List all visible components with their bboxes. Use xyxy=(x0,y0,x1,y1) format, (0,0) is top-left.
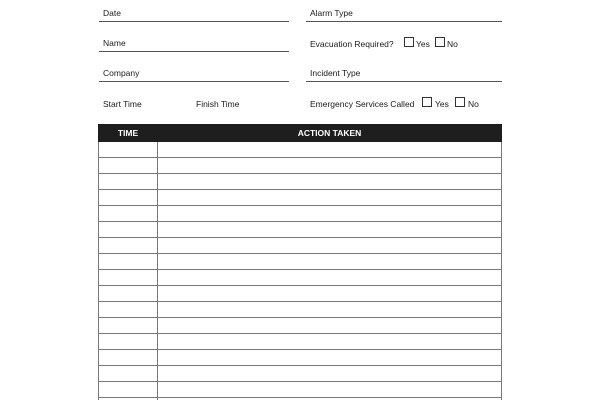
table-row xyxy=(99,270,502,286)
evacuation-no-label: No xyxy=(447,38,458,49)
time-cell[interactable] xyxy=(99,366,158,382)
evacuation-yes-checkbox[interactable] xyxy=(404,37,414,47)
table-header-row xyxy=(99,125,502,142)
time-cell[interactable] xyxy=(99,158,158,174)
table-row xyxy=(99,334,502,350)
action-taken-cell[interactable] xyxy=(158,270,502,286)
company-field[interactable] xyxy=(99,60,289,82)
evacuation-required-label: Evacuation Required? xyxy=(310,38,394,49)
evacuation-yes-label: Yes xyxy=(416,38,430,49)
table-row xyxy=(99,190,502,206)
emergency-yes-label: Yes xyxy=(435,98,449,109)
time-cell[interactable] xyxy=(99,238,158,254)
time-cell[interactable] xyxy=(99,302,158,318)
time-cell[interactable] xyxy=(99,190,158,206)
time-cell[interactable] xyxy=(99,318,158,334)
action-taken-cell[interactable] xyxy=(158,254,502,270)
action-taken-cell[interactable] xyxy=(158,302,502,318)
table-row xyxy=(99,238,502,254)
action-taken-cell[interactable] xyxy=(158,206,502,222)
evacuation-required-field xyxy=(306,30,502,52)
action-taken-cell[interactable] xyxy=(158,190,502,206)
action-taken-cell[interactable] xyxy=(158,334,502,350)
action-log-table xyxy=(98,124,502,400)
time-cell[interactable] xyxy=(99,350,158,366)
time-column-header: TIME xyxy=(99,125,158,142)
time-cell[interactable] xyxy=(99,334,158,350)
time-cell[interactable] xyxy=(99,286,158,302)
emergency-yes-checkbox[interactable] xyxy=(422,97,432,107)
emergency-services-label: Emergency Services Called xyxy=(310,98,415,109)
name-label: Name xyxy=(103,37,126,48)
action-taken-cell[interactable] xyxy=(158,158,502,174)
table-row xyxy=(99,350,502,366)
table-row xyxy=(99,302,502,318)
time-cell[interactable] xyxy=(99,174,158,190)
date-field[interactable] xyxy=(99,0,289,22)
incident-type-field[interactable] xyxy=(306,60,502,82)
name-field[interactable] xyxy=(99,30,289,52)
start-time-label: Start Time xyxy=(103,98,142,109)
table-row xyxy=(99,222,502,238)
time-cell[interactable] xyxy=(99,142,158,158)
table-row xyxy=(99,254,502,270)
table-row xyxy=(99,142,502,158)
alarm-type-field[interactable] xyxy=(306,0,502,22)
time-cell[interactable] xyxy=(99,206,158,222)
action-taken-cell[interactable] xyxy=(158,318,502,334)
date-label: Date xyxy=(103,7,121,18)
action-taken-column-header: ACTION TAKEN xyxy=(158,125,502,142)
table-row xyxy=(99,286,502,302)
action-log-body xyxy=(99,142,502,400)
action-taken-cell[interactable] xyxy=(158,366,502,382)
action-taken-cell[interactable] xyxy=(158,142,502,158)
time-cell[interactable] xyxy=(99,382,158,398)
table-row xyxy=(99,382,502,398)
time-cell[interactable] xyxy=(99,222,158,238)
alarm-type-label: Alarm Type xyxy=(310,7,353,18)
action-taken-cell[interactable] xyxy=(158,286,502,302)
table-row xyxy=(99,158,502,174)
incident-type-label: Incident Type xyxy=(310,67,361,78)
action-taken-cell[interactable] xyxy=(158,238,502,254)
emergency-no-label: No xyxy=(468,98,479,109)
action-taken-cell[interactable] xyxy=(158,382,502,398)
finish-time-label: Finish Time xyxy=(196,98,240,109)
table-row xyxy=(99,318,502,334)
table-row xyxy=(99,366,502,382)
company-label: Company xyxy=(103,67,140,78)
table-row xyxy=(99,206,502,222)
evacuation-no-checkbox[interactable] xyxy=(435,37,445,47)
table-row xyxy=(99,174,502,190)
time-cell[interactable] xyxy=(99,254,158,270)
emergency-services-field xyxy=(306,90,502,112)
action-taken-cell[interactable] xyxy=(158,222,502,238)
action-taken-cell[interactable] xyxy=(158,350,502,366)
action-taken-cell[interactable] xyxy=(158,174,502,190)
emergency-no-checkbox[interactable] xyxy=(455,97,465,107)
time-field xyxy=(99,90,289,112)
time-cell[interactable] xyxy=(99,270,158,286)
